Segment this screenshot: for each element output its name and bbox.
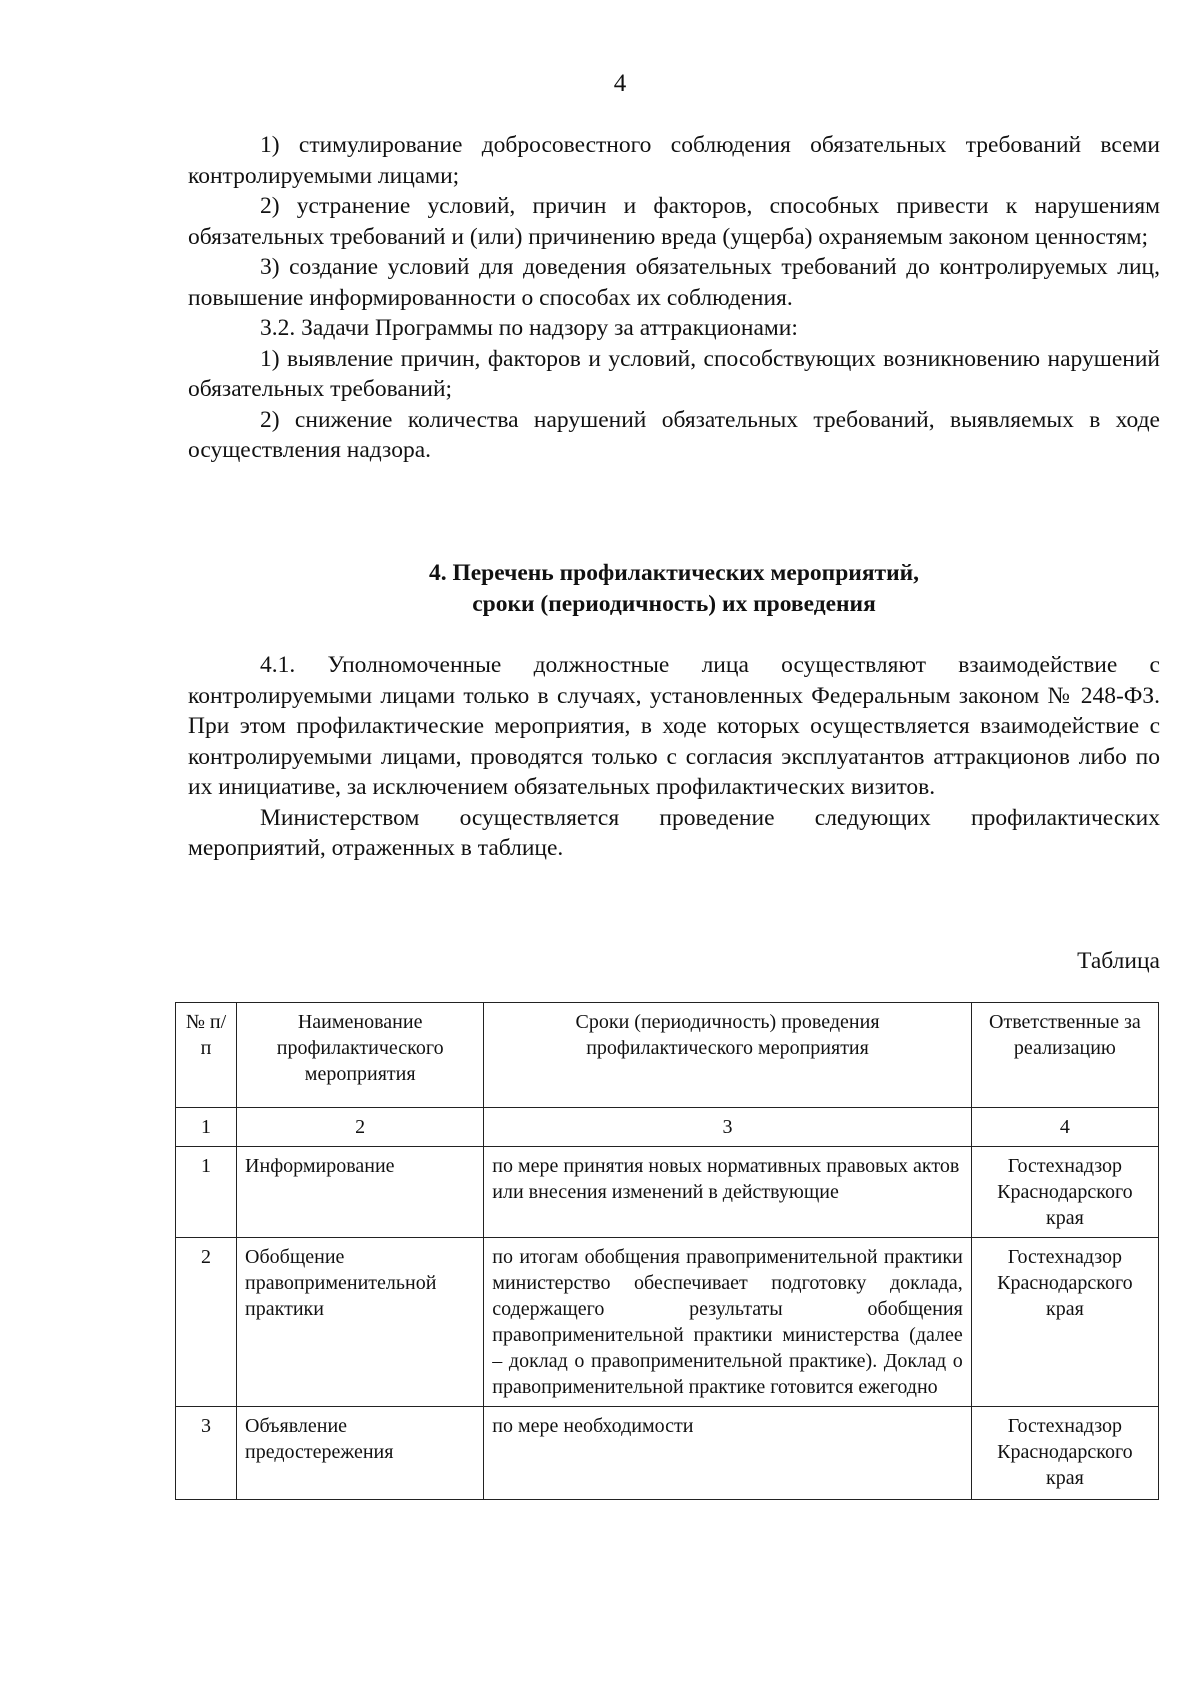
- column-number-cell: 3: [484, 1108, 971, 1147]
- header-cell-responsible: Ответственные за реализацию: [971, 1003, 1158, 1108]
- section-heading-line: 4. Перечень профилактических мероприятий,: [428, 560, 920, 586]
- paragraph: 1) выявление причин, факторов и условий, способствующих возникновению нарушений обязательных требований;: [188, 345, 1160, 402]
- page-number: 4: [613, 70, 627, 97]
- table-column-numbers-row: [176, 1108, 1159, 1147]
- paragraph: 2) снижение количества нарушений обязательных требований, выявляемых в ходе осуществления надзора.: [188, 406, 1160, 463]
- column-number-cell: 1: [176, 1108, 237, 1147]
- paragraph: 3) создание условий для доведения обязательных требований до контролируемых лиц, повышение информированности о способах их соблюдения.: [188, 254, 1160, 311]
- table-header-row: [176, 1003, 1159, 1108]
- program-goals-text: [188, 130, 1160, 466]
- column-number-cell: 4: [971, 1108, 1158, 1147]
- column-number-cell: 2: [237, 1108, 484, 1147]
- paragraph: 4.1. Уполномоченные должностные лица осуществляют взаимодействие с контролируемыми лицами только в случаях, установленных Федеральным законом № 248-ФЗ. При этом профилактические мероприятия, в ходе которых осуществляется взаимодействие с контролируемыми лицами, проводятся только с согласия эксплуатантов аттракционов либо по их инициативе, за исключением обязательных профилактических визитов.: [188, 652, 1160, 800]
- paragraph: 1) стимулирование добросовестного соблюдения обязательных требований всеми контролируемыми лицами;: [188, 132, 1160, 189]
- row-term-cell: по мере принятия новых нормативных правовых актов или внесения изменений в действующие: [484, 1147, 971, 1238]
- table-row: [176, 1147, 1159, 1238]
- paragraph: Министерством осуществляется проведение следующих профилактических мероприятий, отраженных в таблице.: [188, 804, 1160, 861]
- table-row: [176, 1407, 1159, 1500]
- row-responsible-cell: Гостехнадзор Краснодарского края: [971, 1147, 1158, 1238]
- prevention-events-table: [175, 1002, 1159, 1500]
- row-term-cell: по мере необходимости: [484, 1407, 971, 1500]
- section-text: [188, 650, 1160, 864]
- paragraph: 2) устранение условий, причин и факторов, способных привести к нарушениям обязательных требований и (или) причинению вреда (ущерба) охраняемым законом ценностям;: [188, 193, 1160, 250]
- header-cell-term: Сроки (периодичность) проведения профилактического мероприятия: [484, 1003, 971, 1108]
- section-heading: [188, 558, 1160, 620]
- row-term-cell: по итогам обобщения правоприменительной практики министерство обеспечивает подготовку доклада, содержащего результаты обобщения правоприменительной практики министерства (далее – доклад о правоприменительной практике). Доклад о правоприменительной практике готовится ежегодно: [484, 1238, 971, 1407]
- table-caption: Таблица: [1077, 948, 1160, 974]
- row-responsible-cell: Гостехнадзор Краснодарского края: [971, 1238, 1158, 1407]
- row-name-cell: Объявление предостережения: [237, 1407, 484, 1500]
- row-number-cell: 3: [176, 1407, 237, 1500]
- row-responsible-cell: Гостехнадзор Краснодарского края: [971, 1407, 1158, 1500]
- row-number-cell: 1: [176, 1147, 237, 1238]
- row-number-cell: 2: [176, 1238, 237, 1407]
- row-name-cell: Информирование: [237, 1147, 484, 1238]
- table-row: [176, 1238, 1159, 1407]
- row-name-cell: Обобщение правоприменительной практики: [237, 1238, 484, 1407]
- header-cell-name: Наименование профилактического мероприятия: [237, 1003, 484, 1108]
- header-cell-number: № п/п: [176, 1003, 237, 1108]
- paragraph: 3.2. Задачи Программы по надзору за аттракционами:: [260, 315, 798, 341]
- section-heading-line: сроки (периодичность) их проведения: [472, 591, 876, 617]
